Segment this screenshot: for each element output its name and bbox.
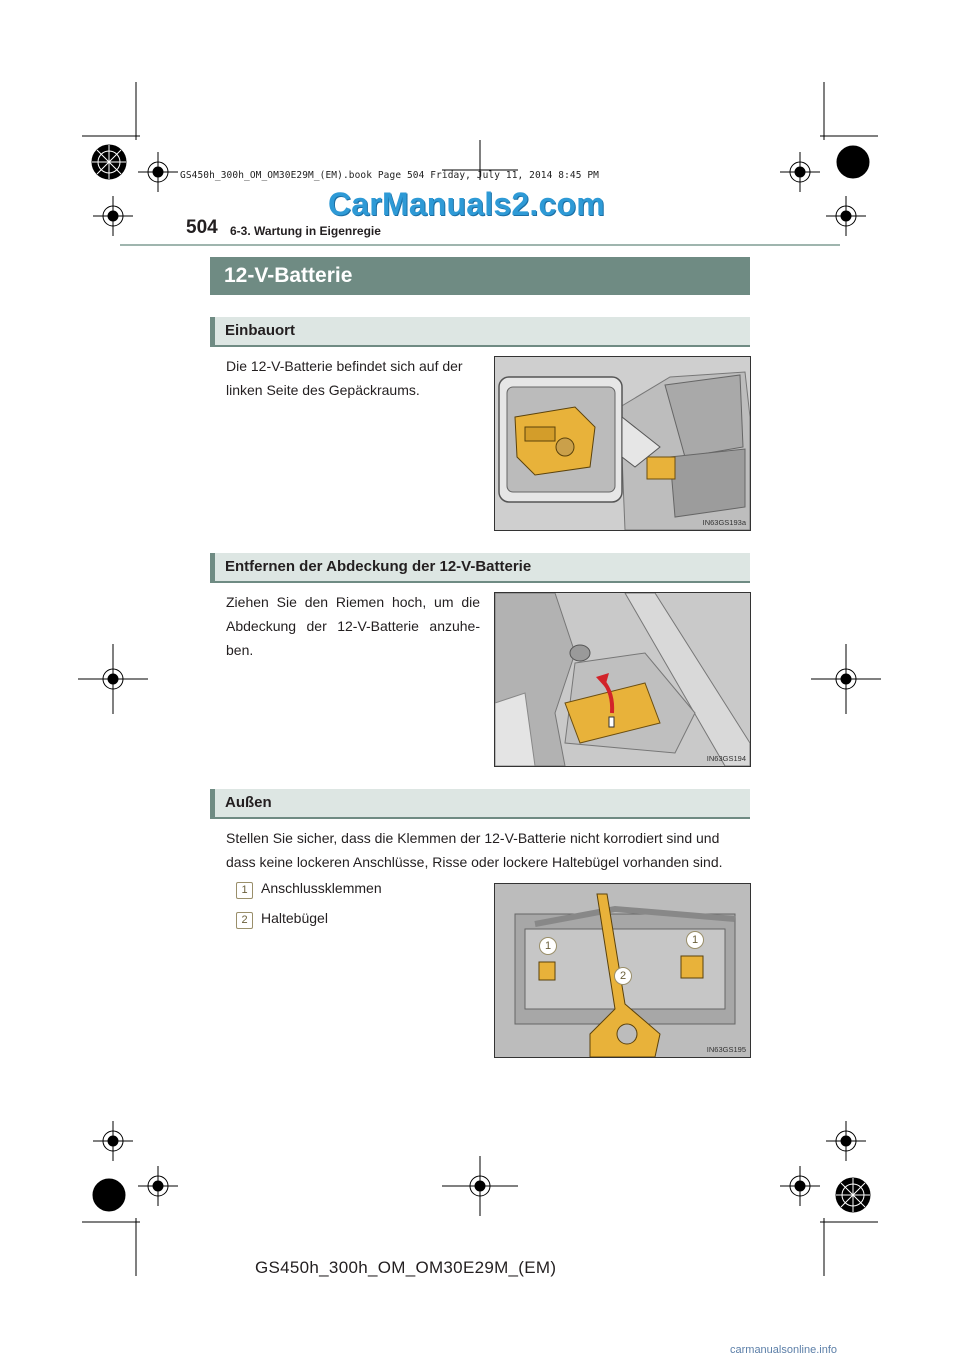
figure-code-location: IN63GS193a xyxy=(702,518,746,527)
legend-label: Haltebügel xyxy=(261,910,328,926)
figure-battery-exterior xyxy=(494,883,751,1058)
watermark-bottom[interactable]: carmanualsonline.info xyxy=(730,1344,838,1356)
legend-badge: 1 xyxy=(236,882,253,899)
figure-code-exterior: IN63GS195 xyxy=(706,1045,746,1054)
legend-label: Anschlussklemmen xyxy=(261,880,382,896)
callout-bracket: 2 xyxy=(614,966,632,985)
figure-code-cover: IN63GS194 xyxy=(706,754,746,763)
print-info-line: GS450h_300h_OM_OM30E29M_(EM).book Page 504 Friday, July 11, 2014 8:45 PM xyxy=(180,170,600,181)
heading-cover: Entfernen der Abdeckung der 12-V-Batterie xyxy=(210,553,750,583)
section-label: 6-3. Wartung in Eigenregie xyxy=(230,224,381,238)
header-rule xyxy=(120,244,840,246)
page-number: 504 xyxy=(186,217,218,238)
page-title: 12-V-Batterie xyxy=(210,257,750,295)
callout-terminal-right: 1 xyxy=(686,930,704,949)
legend-badge: 2 xyxy=(236,912,253,929)
cover-illustration xyxy=(495,593,750,766)
heading-location: Einbauort xyxy=(210,317,750,347)
heading-exterior: Außen xyxy=(210,789,750,819)
watermark-top[interactable]: CarManuals2.com xyxy=(328,186,605,222)
callout-terminal-left: 1 xyxy=(539,936,557,955)
footer-manual-code: GS450h_300h_OM_OM30E29M_(EM) xyxy=(255,1258,557,1277)
trunk-illustration xyxy=(495,357,750,530)
text-exterior: Stellen Sie sicher, dass die Klemmen der 12-V-Batterie nicht korrodiert sind und dass keine lockeren Anschlüsse, Risse oder lockere Haltebügel vorhanden sind. xyxy=(226,830,723,870)
text-cover: Ziehen Sie den Riemen hoch, um die Abdeckung der 12-V-Batterie anzuhe-ben. xyxy=(226,594,480,658)
text-location: Die 12-V-Batterie befindet sich auf der linken Seite des Gepäckraums. xyxy=(226,358,463,398)
figure-battery-location xyxy=(494,356,751,531)
figure-cover-removal xyxy=(494,592,751,767)
